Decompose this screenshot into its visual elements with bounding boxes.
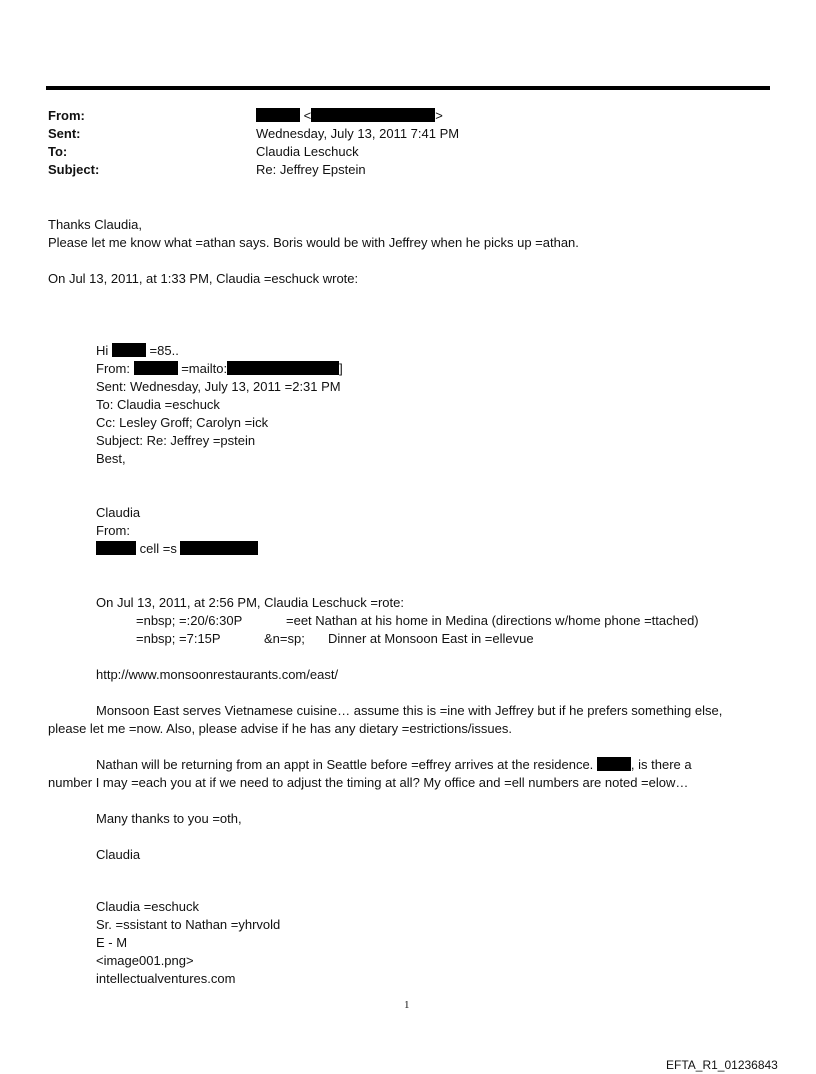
paragraph-2-line-1 [96, 756, 692, 774]
redaction-box [96, 541, 136, 555]
document-id: EFTA_R1_01236843 [666, 1058, 778, 1072]
sent-value: Wednesday, July 13, 2011 7:41 PM [256, 126, 460, 141]
signoff-name: Claudia [96, 847, 141, 862]
signature-title: Sr. =ssistant to Nathan =yhrvold [96, 917, 281, 932]
greeting: Thanks Claudia, [48, 217, 142, 232]
to-value: Claudia Leschuck [256, 144, 359, 159]
schedule-time-1: =nbsp; =:20/6:30P [136, 613, 243, 628]
paragraph-2-text-cont: , is there a [630, 757, 692, 772]
to-label: To: [48, 144, 68, 159]
redaction-box [134, 361, 178, 375]
schedule-item-2: Dinner at Monsoon East in =ellevue [328, 631, 534, 646]
quoted-wrote2: On Jul 13, 2011, at 2:56 PM, Claudia Leschuck =rote: [96, 595, 404, 610]
redaction-box [180, 541, 258, 555]
signature-image: <image001.png> [96, 953, 194, 968]
paragraph-1-line-2: please let me =now. Also, please advise if he has any dietary =estrictions/issues. [48, 721, 512, 736]
quoted-from-label: From: [96, 361, 130, 376]
quote-intro: On Jul 13, 2011, at 1:33 PM, Claudia =eschuck wrote: [48, 271, 359, 286]
cell-text: cell =s [139, 541, 177, 556]
redaction-box [112, 343, 146, 357]
paragraph-1-line-1: Monsoon East serves Vietnamese cuisine… assume this is =ine with Jeffrey but if he prefers something else, [96, 703, 723, 718]
sent-label: Sent: [48, 126, 81, 141]
mailto-text: =mailto: [181, 361, 228, 376]
header-rule [46, 86, 770, 90]
signature-em: E - M [96, 935, 128, 950]
redaction-box [256, 108, 300, 122]
signature-name: Claudia =eschuck [96, 899, 199, 914]
body-line: Please let me know what =athan says. Boris would be with Jeffrey when he picks up =athan. [48, 235, 579, 250]
restaurant-url: http://www.monsoonrestaurants.com/east/ [96, 667, 339, 682]
paragraph-2-text: Nathan will be returning from an appt in Seattle before =effrey arrives at the residence. [96, 757, 594, 772]
quoted-from2: From: [96, 523, 130, 538]
from-value [256, 107, 443, 125]
quoted-hi-line [96, 342, 179, 360]
quoted-cell-line [96, 540, 258, 558]
from-label: From: [48, 108, 85, 123]
thanks-line: Many thanks to you =oth, [96, 811, 242, 826]
page-number: 1 [404, 999, 410, 1011]
quoted-claudia: Claudia [96, 505, 141, 520]
redaction-box [311, 108, 435, 122]
schedule-nbsp-2: &n=sp; [264, 631, 305, 646]
quoted-cc: Cc: Lesley Groff; Carolyn =ick [96, 415, 269, 430]
signature-site: intellectualventures.com [96, 971, 236, 986]
from-gt: > [435, 108, 443, 123]
quoted-best: Best, [96, 451, 126, 466]
quoted-to: To: Claudia =eschuck [96, 397, 220, 412]
redaction-box [597, 757, 631, 771]
from-lt: < [303, 108, 312, 123]
mailto-close: ] [339, 361, 343, 376]
redaction-box [227, 361, 339, 375]
quoted-sent: Sent: Wednesday, July 13, 2011 =2:31 PM [96, 379, 341, 394]
quoted-subject: Subject: Re: Jeffrey =pstein [96, 433, 256, 448]
hi-suffix: =85.. [149, 343, 179, 358]
paragraph-2-line-2: number I may =each you at if we need to adjust the timing at all? My office and =ell numbers are noted =elow… [48, 775, 689, 790]
schedule-time-2: =nbsp; =7:15P [136, 631, 221, 646]
subject-value: Re: Jeffrey Epstein [256, 162, 366, 177]
subject-label: Subject: [48, 162, 100, 177]
hi-text: Hi [96, 343, 109, 358]
schedule-item-1: =eet Nathan at his home in Medina (directions w/home phone =ttached) [286, 613, 699, 628]
quoted-from-line [96, 360, 343, 378]
